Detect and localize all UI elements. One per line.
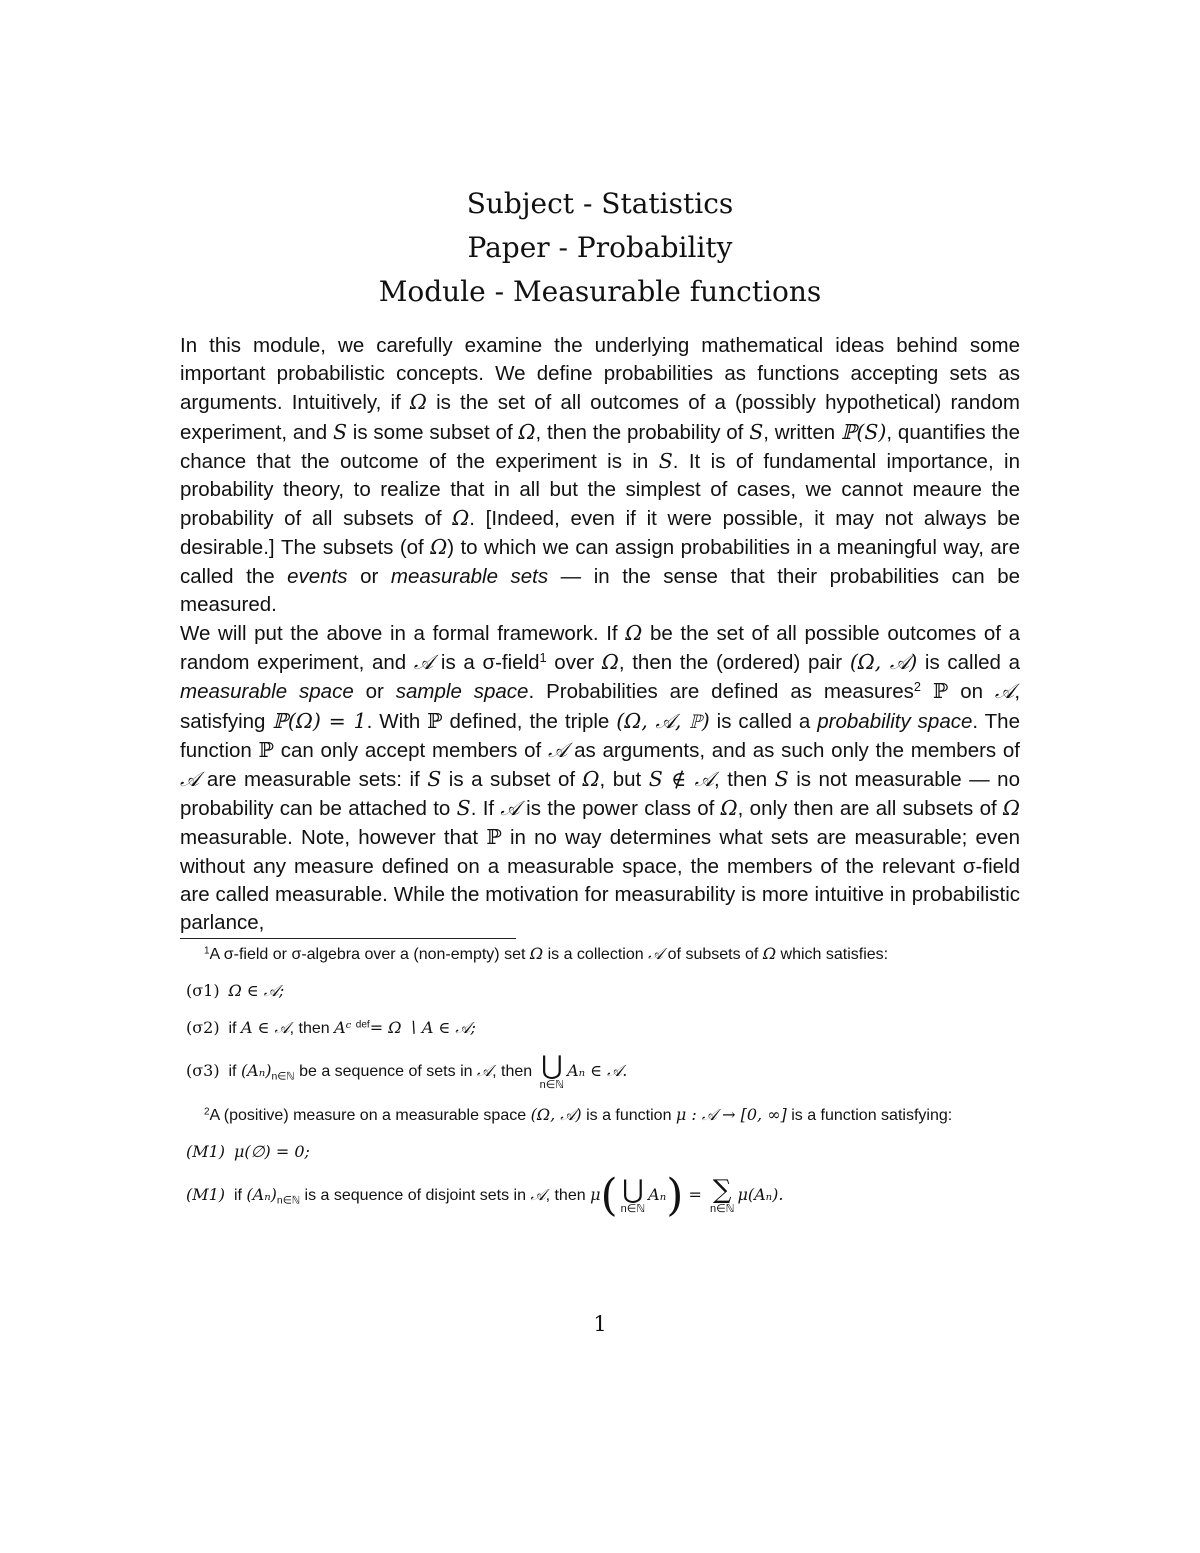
footnotes	[180, 942, 1020, 1221]
footnote-ref-1[interactable]: 1	[539, 650, 547, 666]
union-operator: ⋃ n∈ℕ	[539, 1051, 565, 1091]
footnote-ref-2[interactable]: 2	[913, 679, 921, 695]
subject-title: Subject - Statistics	[466, 187, 734, 220]
term-events: events	[287, 564, 348, 588]
measure-axiom-2: (M1) if $(A_n)_{n\in ℕ}$ is a sequence of disjoint sets in 𝒜, then μ( ⋃ n∈ℕ Aₙ) = ∑ n∈ℕ μ(Aₙ).	[186, 1170, 784, 1221]
union-operator: ⋃ n∈ℕ	[620, 1175, 646, 1215]
term-measurable-space: measurable space	[180, 680, 354, 704]
term-measurable-sets: measurable sets	[390, 564, 549, 588]
footnote-2: $^2$A (positive) measure on a measurable space (Ω, 𝒜) is a function μ : 𝒜 → [0, ∞] is a function satisfying:	[204, 1105, 953, 1124]
framework-paragraph: We will put the above in a formal framework. If Ω be the set of all possible outcomes of a random experiment, and 𝒜 is a σ-field$^1$ over Ω, then the (ordered) pair (Ω, 𝒜) is called a measurable space or sample space. Probabilities are defined as measures$^2$ ℙ on 𝒜, satisfying ℙ(Ω) = 1. With ℙ defined, the triple (Ω, 𝒜, ℙ) is called a probability space. The function ℙ can only accept members of 𝒜 as arguments, and as such only the members of 𝒜 are measurable sets: if S is a subset of Ω, but S ∉ 𝒜, then S is not measurable — no probability can be attached to S. If 𝒜 is the power class of Ω, only then are all subsets of Ω measurable. Note, however that ℙ in no way determines what sets are measurable; even without any measure defined on a measurable space, the members of the relevant σ-field are called measurable. While the motivation for measurability is more intuitive in probabilistic parlance,	[180, 621, 1021, 935]
measure-axiom-1: (M1) μ(∅) = 0;	[186, 1142, 310, 1161]
page-number: 1	[593, 1312, 607, 1336]
sum-operator: ∑ n∈ℕ	[709, 1175, 735, 1215]
intro-paragraph: In this module, we carefully examine the underlying mathematical ideas behind some important probabilistic concepts. We define probabilities as functions accepting sets as arguments. Intuitively, if Ω is the set of all outcomes of a (possibly hypothetical) random experiment, and S is some subset of Ω, then the probability of S, written ℙ(S), quantifies the chance that the outcome of the experiment is in S. It is of fundamental importance, in probability theory, to realize that in all but the simplest of cases, we cannot meaure the probability of all subsets of Ω. [Indeed, even if it were possible, it may not always be desirable.] The subsets (of Ω) to which we can assign probabilities in a meaningful way, are called the events or measurable sets — in the sense that their probabilities can be measured.	[180, 334, 1020, 616]
term-probability-space: probability space	[817, 709, 973, 733]
paper-title: Paper - Probability	[467, 231, 733, 264]
footnote-rule	[180, 938, 516, 939]
module-title: Module - Measurable functions	[378, 275, 822, 308]
footnote-1: $^1$A σ-field or σ-algebra over a (non-empty) set Ω is a collection 𝒜 of subsets of Ω which satisfies:	[204, 944, 889, 963]
sigma-axiom-3: (σ3) if $(A_n)_{n\in ℕ}$ be a sequence of sets in 𝒜, then ⋃ n∈ℕ Aₙ ∈ 𝒜.	[186, 1051, 628, 1091]
term-sample-space: sample space	[395, 680, 529, 704]
body-text	[180, 332, 1020, 937]
title-block	[0, 182, 1200, 314]
sigma-axiom-2: (σ2) if A ∈ 𝒜, then Aᶜ $^{def}$= Ω ∖ A ∈ 𝒜;	[186, 1018, 476, 1037]
sigma-axiom-1: (σ1) Ω ∈ 𝒜;	[186, 981, 285, 1000]
